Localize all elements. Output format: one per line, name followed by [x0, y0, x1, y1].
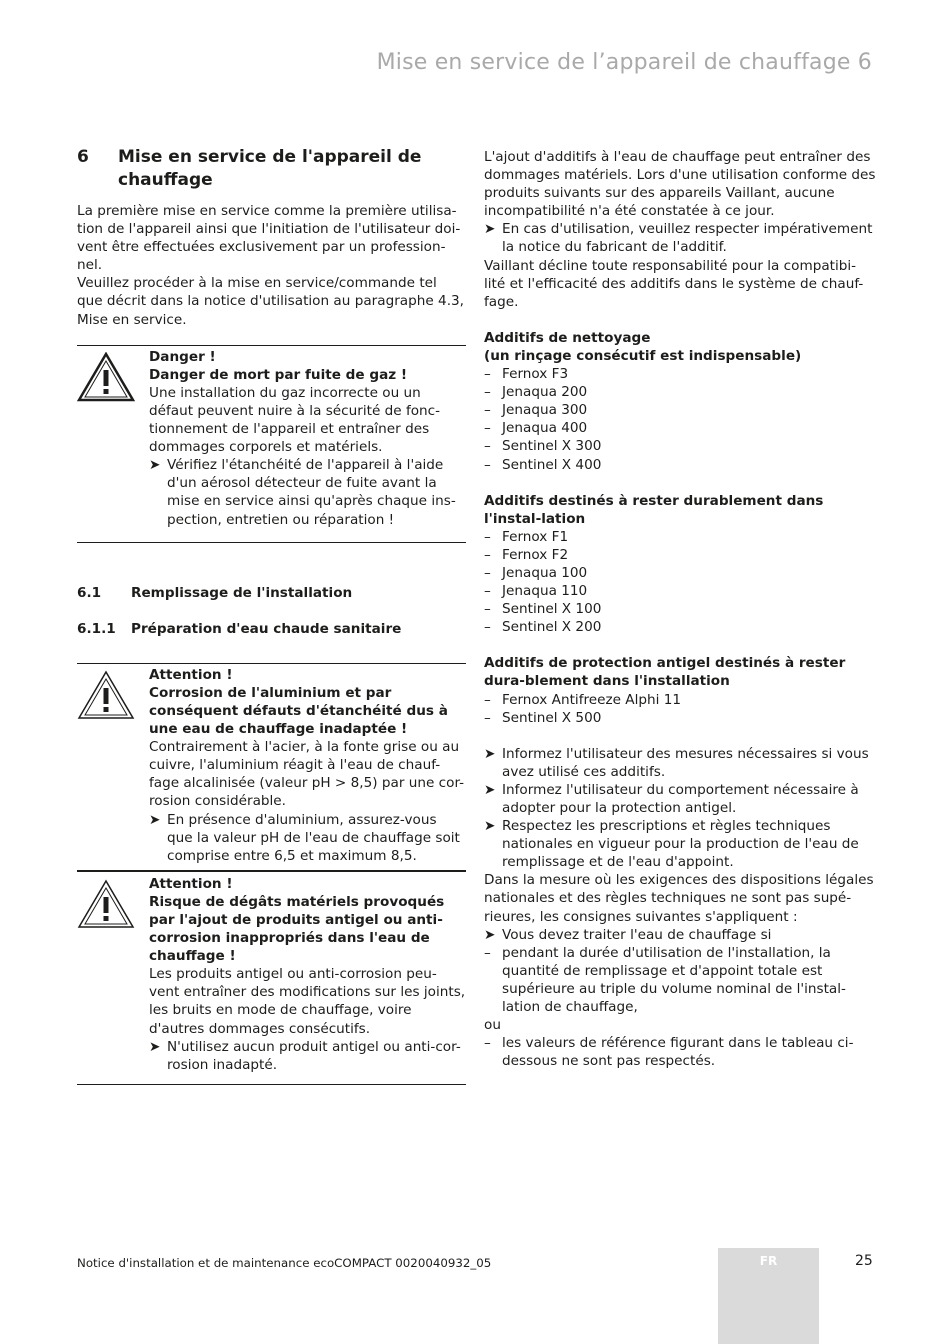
subsection-heading: [77, 584, 466, 602]
requirements-paragraph: Dans la mesure où les exigences des dispositions légales nationales et des règles techniques ne sont pas supé-rieures, les consignes suivantes s'appliquent :: [484, 872, 874, 925]
section-title: Mise en service de l'appareil de chauffage: [118, 147, 422, 190]
action-text: Informez l'utilisateur des mesures nécessaires si vous avez utilisé ces additifs.: [502, 745, 869, 780]
group-title-cleaning: Additifs de nettoyage: [484, 329, 651, 346]
arrow-icon: ➤: [149, 811, 161, 828]
warning-kind: Attention !: [149, 666, 233, 683]
list-item: – Fernox F1: [484, 528, 569, 545]
running-header: Mise en service de l’appareil de chauffage 6: [376, 50, 872, 75]
arrow-icon: ➤: [484, 926, 496, 943]
subsection-title: Remplissage de l'installation: [131, 584, 353, 601]
arrow-icon: ➤: [149, 1038, 161, 1055]
action-step: [484, 220, 876, 256]
action-step: [149, 1038, 466, 1074]
right-column: [484, 148, 876, 1070]
warning-title: Danger de mort par fuite de gaz !: [149, 366, 408, 383]
warning-title: Risque de dégâts matériels provoqués par l'ajout de produits antigel ou anti-corrosion inappropriés dans l'eau de chauffage !: [149, 893, 445, 965]
action-text: N'utilisez aucun produit antigel ou anti-cor-rosion inadapté.: [167, 1038, 461, 1073]
or-text: ou: [484, 1017, 501, 1034]
additives-intro: L'ajout d'additifs à l'eau de chauffage peut entraîner des dommages matériels. Lors d'une utilisation conforme des produits suivants sur des appareils Vaillant, aucune incompatibilité n'a été constatée à ce jour.: [484, 149, 876, 220]
action-text: Respectez les prescriptions et règles techniques nationales en vigueur pour la production de l'eau de remplissage et de l'eau d'appoint.: [502, 818, 859, 871]
group-title-permanent: Additifs destinés à rester durablement dans l'instal-lation: [484, 492, 824, 527]
action-text: En présence d'aluminium, assurez-vous que la valeur pH de l'eau de chauffage soit comprise entre 6,5 et maximum 8,5.: [167, 811, 460, 864]
list-item: – Jenaqua 300: [484, 402, 588, 419]
list-item: – pendant la durée d'utilisation de l'installation, la quantité de remplissage et d'appoint totale est supérieure au triple du volume nominal de l'instal-lation de chauffage,: [484, 944, 846, 1016]
arrow-icon: ➤: [484, 221, 496, 238]
action-step: [484, 745, 876, 781]
section-number: 6: [77, 147, 89, 167]
condition-list-2: [484, 1034, 876, 1070]
list-item: – Sentinel X 200: [484, 619, 602, 636]
list-item: – Sentinel X 500: [484, 709, 602, 726]
attention-box-corrosion: [77, 663, 466, 871]
action-step: [484, 781, 876, 817]
list-item: – Fernox Antifreeze Alphi 11: [484, 691, 682, 708]
intro-paragraph-2: Veuillez procéder à la mise en service/commande tel que décrit dans la notice d'utilisation au paragraphe 4.3, Mise en service.: [77, 275, 464, 328]
warning-kind: Attention !: [149, 875, 233, 892]
list-item: – Sentinel X 300: [484, 438, 602, 455]
subsubsection-number: 6.1.1: [77, 620, 116, 637]
warning-triangle-icon: [77, 875, 149, 1074]
subsubsection-title: Préparation d'eau chaude sanitaire: [131, 620, 402, 637]
group-subtitle-cleaning: (un rinçage consécutif est indispensable): [484, 347, 802, 364]
arrow-icon: ➤: [149, 457, 161, 474]
action-text: Informez l'utilisateur du comportement nécessaire à adopter pour la protection antigel.: [502, 781, 859, 816]
action-step: [149, 456, 466, 528]
section-heading: [77, 146, 466, 192]
permanent-additives-list: [484, 528, 876, 637]
footer-text: Notice d'installation et de maintenance ecoCOMPACT 0020040932_05: [77, 1256, 492, 1270]
antifreeze-additives-list: [484, 691, 876, 727]
action-step: [484, 817, 876, 871]
action-step: [149, 811, 466, 865]
list-item: – Jenaqua 100: [484, 564, 588, 581]
arrow-icon: ➤: [484, 818, 496, 835]
intro-paragraph: La première mise en service comme la première utilisa-tion de l'appareil ainsi que l'initiation de l'utilisateur doi-vent être effectuées exclusivement par un profession-nel.: [77, 203, 461, 274]
list-item: – les valeurs de référence figurant dans le tableau ci-dessous ne sont pas respectés.: [484, 1035, 854, 1070]
warning-kind: Danger !: [149, 348, 216, 365]
list-item: – Fernox F2: [484, 546, 569, 563]
list-item: – Jenaqua 400: [484, 420, 588, 437]
cleaning-additives-list: [484, 365, 876, 474]
list-item: – Jenaqua 110: [484, 583, 588, 600]
action-text: En cas d'utilisation, veuillez respecter impérativement la notice du fabricant de l'additif.: [502, 221, 873, 256]
subsubsection-heading: [77, 620, 466, 638]
subsection-number: 6.1: [77, 584, 102, 601]
arrow-icon: ➤: [484, 781, 496, 798]
danger-box: [77, 345, 466, 543]
group-title-antifreeze: Additifs de protection antigel destinés à rester dura-blement dans l'installation: [484, 655, 846, 690]
left-column: [77, 146, 466, 1085]
liability-paragraph: Vaillant décline toute responsabilité pour la compatibi-lité et l'efficacité des additifs dans le système de chauf-fage.: [484, 257, 864, 310]
action-step: [484, 926, 876, 944]
action-text: Vous devez traiter l'eau de chauffage si: [502, 926, 772, 943]
list-item: – Jenaqua 200: [484, 384, 588, 401]
warning-title: Corrosion de l'aluminium et par conséquent défauts d'étanchéité dus à une eau de chauffage inadaptée !: [149, 684, 448, 738]
language-tab: FR: [718, 1248, 819, 1344]
warning-triangle-icon: [77, 348, 149, 529]
warning-body: Contrairement à l'acier, à la fonte grise ou au cuivre, l'aluminium réagit à l'eau de chauf-fage alcalinisée (valeur pH > 8,5) par une cor-rosion considérable.: [149, 739, 465, 810]
warning-body: Une installation du gaz incorrecte ou un défaut peuvent nuire à la sécurité de fonc-tionnement de l'appareil et entraîner des dommages corporels et matériels.: [149, 384, 441, 456]
warning-triangle-icon: [77, 666, 149, 865]
list-item: – Sentinel X 100: [484, 601, 602, 618]
arrow-icon: ➤: [484, 745, 496, 762]
condition-list: [484, 944, 876, 1016]
attention-box-antifreeze: [77, 871, 466, 1085]
list-item: – Fernox F3: [484, 366, 569, 383]
page-number: 25: [855, 1253, 873, 1269]
list-item: – Sentinel X 400: [484, 456, 602, 473]
warning-body: Les produits antigel ou anti-corrosion peu-vent entraîner des modifications sur les joints, les bruits en mode de chauffage, voire d'autres dommages consécutifs.: [149, 966, 466, 1037]
action-text: Vérifiez l'étanchéité de l'appareil à l'aide d'un aérosol détecteur de fuite avant la mise en service ainsi qu'après chaque ins-pection, entretien ou réparation !: [167, 457, 456, 528]
